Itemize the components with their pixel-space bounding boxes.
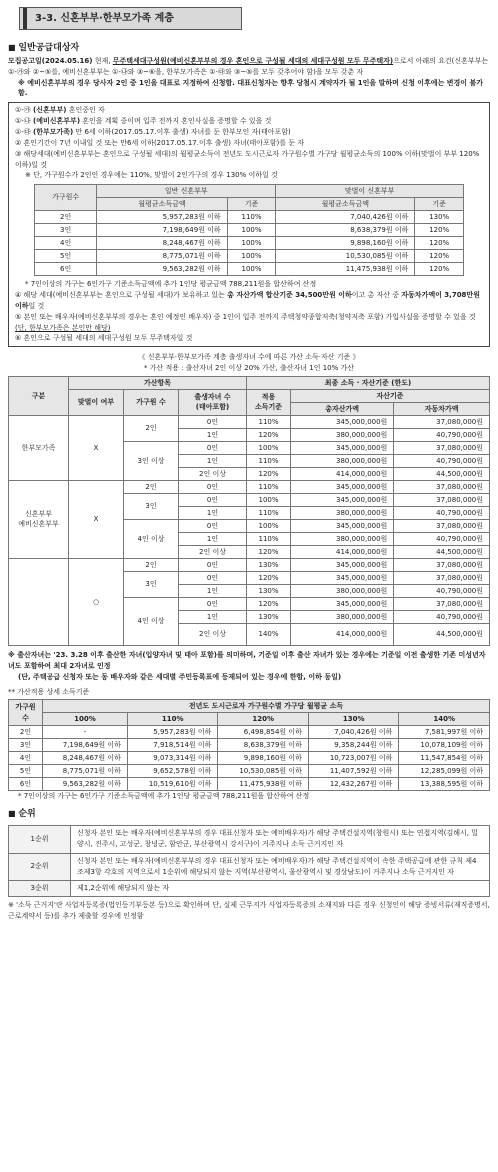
general-intro bbox=[8, 56, 490, 78]
cell: 12,285,099원 이하 bbox=[399, 765, 490, 778]
cell: 130% bbox=[415, 211, 464, 224]
cell: 3인 bbox=[9, 739, 43, 752]
req-label: (한부모가족) bbox=[33, 128, 74, 136]
cell: 110% bbox=[247, 415, 291, 428]
rank-desc: 제1,2순위에 해당되지 않는 자 bbox=[71, 880, 490, 896]
rank-label: 1순위 bbox=[9, 826, 71, 853]
table-row bbox=[9, 778, 490, 791]
cell: 130% bbox=[247, 610, 291, 623]
cell: 40,790,000원 bbox=[394, 532, 490, 545]
col-total: 총자산가액 bbox=[291, 402, 394, 415]
cell: 9,563,282원 이하 bbox=[97, 263, 227, 276]
cell: 100% bbox=[227, 237, 276, 250]
cell: 0인 bbox=[179, 480, 247, 493]
cell: 5,957,283원 이하 bbox=[97, 211, 227, 224]
title-bar-accent bbox=[23, 8, 27, 29]
section-title: 3-3. 신혼부부·한부모가족 계층 bbox=[35, 12, 174, 24]
req-1c bbox=[15, 127, 483, 138]
table-row bbox=[9, 826, 490, 853]
col-income-sub: 소득기준 bbox=[254, 403, 283, 412]
cell: 2인 bbox=[124, 558, 179, 571]
addon-sub: * 가산 적용 : 출산자녀 2인 이상 20% 가산, 출산자녀 1인 10% 가산 bbox=[143, 364, 355, 373]
rank-note: ※ '소득 근거지'란 사업자등록증(법인등기부등본 등)으로 확인하며 단, 실제 근무지가 사업자등록증의 소재지와 다른 경우 신청인이 해당 증빙서류(재직증명서, 근로계약서 등)를 추가 제출할 경우에 인정함 bbox=[8, 901, 490, 920]
cell: 44,500,000원 bbox=[394, 623, 490, 645]
req-6: ⑥ 혼인으로 구성될 세대의 세대구성원 모두 무주택자일 것 bbox=[15, 334, 193, 343]
section-title-box bbox=[19, 7, 242, 30]
cell: 120% bbox=[247, 467, 291, 480]
group-newlywed-dual bbox=[9, 558, 69, 645]
req-1b bbox=[15, 116, 483, 127]
intro-conditions: 으로서 아래의 요건(신혼부부는 ①-㉮와 ②~⑤를, 예비신혼부부는 ①-㉯와 ③~⑥을, 한부모가족은 ①-㉰와 ③~⑤를 모두 갖추어야 함)을 모두 갖춘 자 bbox=[8, 56, 489, 76]
cell: 5,957,283원 이하 bbox=[127, 726, 218, 739]
addon-note-1: ※ 출산자녀는 '23. 3.28 이후 출산한 자녀(입양자녀 및 태아 포함)를 의미하며, 기준일 이후 출산 자녀가 있는 경우에는 기준일 이전 출생한 기존 미성년자녀도 포함하여 최대 2자녀로 인정 bbox=[8, 650, 486, 670]
req-3: ③ 해당세대(예비신혼부부는 혼인으로 구성될 세대)의 월평균소득이 전년도 도시근로자 가구원수별 가구당 월평균소득의 100% 이하(맞벌이 부부 120% 이하)일 것 bbox=[15, 149, 480, 169]
cell: 4인 bbox=[35, 237, 97, 250]
detail-note: * 7인이상의 가구는 6인가구 기준소득금액에 추가 1인당 평균금액 788,211원을 합산하여 산정 bbox=[18, 792, 310, 801]
cell: 13,388,595원 이하 bbox=[399, 778, 490, 791]
col-std: 기준 bbox=[227, 198, 276, 211]
col-members-label: 가구원 bbox=[15, 703, 36, 711]
cell: 7,918,514원 이하 bbox=[127, 739, 218, 752]
cell: 110% bbox=[247, 454, 291, 467]
req-num: ①-㉰ bbox=[15, 128, 31, 136]
cell: 110% bbox=[227, 211, 276, 224]
dual-flag: X bbox=[69, 415, 124, 480]
col-members: 가구원 수 bbox=[124, 389, 179, 415]
cell: 8,775,071원 이하 bbox=[97, 250, 227, 263]
req-text: 만 6세 이하(2017.05.17.이후 출생) 자녀를 둔 한부모인 자(태아포함) bbox=[73, 128, 291, 136]
cell: 120% bbox=[415, 237, 464, 250]
cell: - bbox=[43, 726, 128, 739]
cell: 8,248,467원 이하 bbox=[43, 752, 128, 765]
col-amount: 월평균소득금액 bbox=[276, 198, 415, 211]
table-row bbox=[35, 250, 464, 263]
cell: 2인 이상 bbox=[179, 623, 247, 645]
req-text: ⑤ 본인 또는 배우자(예비신혼부부의 경우는 혼인 예정인 배우자) 중 1인이 입주 전까지 주택청약종합저축(청약저축 포함) 가입사실을 증명할 수 있을 것 bbox=[15, 312, 476, 321]
income-table bbox=[34, 184, 464, 276]
cell: 4인 이상 bbox=[124, 519, 179, 558]
table-row bbox=[9, 853, 490, 880]
cell: 120% bbox=[415, 224, 464, 237]
cell: 10,519,610원 이하 bbox=[127, 778, 218, 791]
rank-label: 3순위 bbox=[9, 880, 71, 896]
table-row bbox=[9, 739, 490, 752]
group-label: 신혼부부 bbox=[24, 509, 53, 518]
cell: 6인 bbox=[9, 778, 43, 791]
cell: 9,358,244원 이하 bbox=[308, 739, 399, 752]
cell: 1인 bbox=[179, 454, 247, 467]
table-row bbox=[9, 726, 490, 739]
cell: 40,790,000원 bbox=[394, 506, 490, 519]
cell: 380,000,000원 bbox=[291, 584, 394, 597]
cell: 37,080,000원 bbox=[394, 571, 490, 584]
addon-note-2: (단, 주택공급 신청자 또는 동 배우자와 같은 세대별 주민등록표에 등재되어 있는 경우에 한함, 이하 동일) bbox=[18, 672, 342, 681]
table-row bbox=[35, 211, 464, 224]
cell: 345,000,000원 bbox=[291, 415, 394, 428]
req-2: ② 혼인기간이 7년 이내일 것 또는 만6세 이하(2017.05.17.이후 출생) 자녀(태아포함)를 둔 자 bbox=[15, 138, 304, 147]
car-limit: 자동차가액이 3,708만원 이하 bbox=[15, 291, 480, 310]
req-4 bbox=[15, 290, 483, 312]
col-income bbox=[247, 389, 291, 415]
req-text: 혼인을 계획 중이며 입주 전까지 혼인사실을 증명할 수 있을 것 bbox=[80, 117, 272, 126]
cell: 4인 이상 bbox=[124, 597, 179, 645]
cell: 0인 bbox=[179, 571, 247, 584]
cell: 1인 bbox=[179, 506, 247, 519]
cell: 120% bbox=[415, 250, 464, 263]
req-label: (신혼부부) bbox=[33, 106, 67, 115]
cell: 10,723,007원 이하 bbox=[308, 752, 399, 765]
cell: 7,040,426원 이하 bbox=[276, 211, 415, 224]
cell: 3인 bbox=[35, 224, 97, 237]
cell: 4인 bbox=[9, 752, 43, 765]
col-dual: 맞벌이 신혼부부 bbox=[276, 185, 464, 198]
cell: 7,581,997원 이하 bbox=[399, 726, 490, 739]
rank-heading: ■ 순위 bbox=[8, 808, 490, 822]
cell: 11,547,854원 이하 bbox=[399, 752, 490, 765]
req-text: 이고 총 자산 중 bbox=[351, 291, 402, 300]
col-general: 일반 신혼부부 bbox=[97, 185, 276, 198]
rank-desc: 신청자 본인 또는 배우자(예비신혼부부의 경우 대표신청자 또는 예비배우자)가 해당 주택건설지역이 속한 주택공급에 관한 규칙 제4조제3항 각호의 지역으로서 1순위에 해당되지 않는 지역(부산광역시, 울산광역시 및 경상남도)이 거주지나 소득 근거지인 자 bbox=[71, 853, 490, 880]
cell: 380,000,000원 bbox=[291, 454, 394, 467]
cell: 9,652,578원 이하 bbox=[127, 765, 218, 778]
cell: 0인 bbox=[179, 597, 247, 610]
cell: 10,078,109원 이하 bbox=[399, 739, 490, 752]
req-3-note: ※ 단, 가구원수가 2인인 경우에는 110%, 맞벌이 2인가구의 경우 130% 이하일 것 bbox=[25, 171, 278, 180]
cell: 345,000,000원 bbox=[291, 493, 394, 506]
cell: 2인 이상 bbox=[179, 545, 247, 558]
dual-flag: X bbox=[69, 480, 124, 558]
col-limit: 최종 소득 · 자산기준 (한도) bbox=[247, 376, 490, 389]
cell: 37,080,000원 bbox=[394, 441, 490, 454]
col-pct: 140% bbox=[399, 713, 490, 726]
cell: 40,790,000원 bbox=[394, 428, 490, 441]
cell: 345,000,000원 bbox=[291, 519, 394, 532]
table-row bbox=[35, 263, 464, 276]
addon-table bbox=[8, 376, 490, 646]
cell: 1인 bbox=[179, 584, 247, 597]
cell: 2인 bbox=[35, 211, 97, 224]
cell: 0인 bbox=[179, 493, 247, 506]
cell: 345,000,000원 bbox=[291, 558, 394, 571]
req-5 bbox=[15, 312, 483, 334]
col-income-label: 적용 bbox=[261, 392, 276, 401]
col-children bbox=[179, 389, 247, 415]
rank-desc: 신청자 본인 또는 배우자(예비신혼부부의 경우 대표신청자 또는 예비배우자)가 해당 주택건설지역(창원시) 또는 연접지역(김해시, 밀양시, 진주시, 고성군, 창녕군, 함안군, 부산광역시 강서구)이 거주지나 소득 근거지인 자 bbox=[71, 826, 490, 853]
cell: 37,080,000원 bbox=[394, 558, 490, 571]
cell: 9,898,160원 이하 bbox=[276, 237, 415, 250]
req-num: ①-㉮ bbox=[15, 106, 31, 115]
cell: 1인 bbox=[179, 610, 247, 623]
table-row bbox=[9, 880, 490, 896]
cell: 0인 bbox=[179, 558, 247, 571]
cell: 37,080,000원 bbox=[394, 493, 490, 506]
cell: 9,898,160원 이하 bbox=[218, 752, 309, 765]
col-add: 가산항목 bbox=[69, 376, 247, 389]
content bbox=[8, 38, 490, 922]
table-row bbox=[9, 765, 490, 778]
cell: 110% bbox=[247, 506, 291, 519]
cell: 37,080,000원 bbox=[394, 480, 490, 493]
homeless-condition: 무주택세대구성원(예비신혼부부의 경우 혼인으로 구성될 세대의 세대구성원 모두 무주택자) bbox=[112, 56, 394, 65]
group-single-parent: 한부모가족 bbox=[9, 415, 69, 480]
cell: 100% bbox=[227, 250, 276, 263]
cell: 3인 bbox=[124, 571, 179, 597]
cell: 44,500,000원 bbox=[394, 545, 490, 558]
cell: 6인 bbox=[35, 263, 97, 276]
col-amount: 월평균소득금액 bbox=[97, 198, 227, 211]
rank-table bbox=[8, 825, 490, 897]
col-members-sub: 수 bbox=[22, 713, 29, 722]
col-pct: 120% bbox=[218, 713, 309, 726]
cell: 3인 이상 bbox=[124, 441, 179, 480]
cell: 120% bbox=[247, 545, 291, 558]
cell: 380,000,000원 bbox=[291, 428, 394, 441]
col-children-label: 출생자녀 수 bbox=[194, 392, 231, 401]
cell: 345,000,000원 bbox=[291, 571, 394, 584]
req-1a bbox=[15, 105, 483, 116]
general-heading: ■ 일반공급대상자 bbox=[8, 42, 490, 56]
detail-table bbox=[8, 699, 490, 791]
group-newlywed bbox=[9, 480, 69, 558]
cell: 6,498,854원 이하 bbox=[218, 726, 309, 739]
cell: 7,198,649원 이하 bbox=[97, 224, 227, 237]
cell: 120% bbox=[247, 571, 291, 584]
cell: 100% bbox=[227, 263, 276, 276]
cell: 12,432,267원 이하 bbox=[308, 778, 399, 791]
cell: 120% bbox=[415, 263, 464, 276]
col-pct: 130% bbox=[308, 713, 399, 726]
intro-text: 현재, bbox=[92, 56, 113, 65]
cell: 380,000,000원 bbox=[291, 506, 394, 519]
col-pct: 100% bbox=[43, 713, 128, 726]
req-exception: (단, 한부모가족은 본인만 해당) bbox=[15, 323, 111, 332]
dual-flag: ○ bbox=[69, 558, 124, 645]
table-row bbox=[9, 752, 490, 765]
col-pct: 110% bbox=[127, 713, 218, 726]
cell: 40,790,000원 bbox=[394, 584, 490, 597]
cell: 11,475,938원 이하 bbox=[276, 263, 415, 276]
cell: 40,790,000원 bbox=[394, 454, 490, 467]
cell: 8,638,379원 이하 bbox=[218, 739, 309, 752]
cell: 7,040,426원 이하 bbox=[308, 726, 399, 739]
cell: 100% bbox=[247, 519, 291, 532]
col-type: 구분 bbox=[9, 376, 69, 415]
col-members bbox=[9, 700, 43, 726]
col-title: 전년도 도시근로자 가구원수별 가구당 월평균 소득 bbox=[43, 700, 490, 713]
group-label: 예비신혼부부 bbox=[18, 520, 59, 529]
cell: 120% bbox=[247, 597, 291, 610]
cell: 100% bbox=[247, 441, 291, 454]
cell: 414,000,000원 bbox=[291, 467, 394, 480]
cell: 110% bbox=[247, 480, 291, 493]
req-label: (예비신혼부부) bbox=[33, 117, 81, 126]
table-row bbox=[35, 224, 464, 237]
cell: 130% bbox=[247, 584, 291, 597]
req-text: 일 것 bbox=[28, 301, 45, 310]
req-text: 혼인중인 자 bbox=[66, 106, 105, 115]
cell: 414,000,000원 bbox=[291, 623, 394, 645]
cell: 0인 bbox=[179, 441, 247, 454]
table-row bbox=[9, 480, 490, 493]
col-dual: 맞벌이 여부 bbox=[69, 389, 124, 415]
cell: 0인 bbox=[179, 519, 247, 532]
cell: 3인 bbox=[124, 493, 179, 519]
cell: 2인 이상 bbox=[179, 467, 247, 480]
cell: 9,563,282원 이하 bbox=[43, 778, 128, 791]
cell: 120% bbox=[247, 428, 291, 441]
cell: 10,530,085원 이하 bbox=[276, 250, 415, 263]
cell: 37,080,000원 bbox=[394, 415, 490, 428]
requirements-box bbox=[8, 102, 490, 347]
cell: 380,000,000원 bbox=[291, 610, 394, 623]
col-asset: 자산기준 bbox=[291, 389, 490, 402]
general-note: ※ 예비신혼부부의 경우 당사자 2인 중 1인을 대표로 지정하여 신청함. 대표신청자는 향후 당첨시 계약자가 될 1인을 말하며 신청 이후에는 변경이 불가함. bbox=[18, 78, 484, 98]
cell: 2인 bbox=[124, 415, 179, 441]
notice-date: 모집공고일(2024.05.16) bbox=[8, 56, 93, 65]
cell: 130% bbox=[247, 558, 291, 571]
cell: 0인 bbox=[179, 415, 247, 428]
cell: 414,000,000원 bbox=[291, 545, 394, 558]
col-members: 가구원수 bbox=[35, 185, 97, 211]
rank-label: 2순위 bbox=[9, 853, 71, 880]
cell: 1인 bbox=[179, 428, 247, 441]
req-text: ④ 해당 세대(예비신혼부부는 혼인으로 구성될 세대)가 보유하고 있는 bbox=[15, 291, 228, 300]
cell: 11,475,938원 이하 bbox=[218, 778, 309, 791]
cell: 10,530,085원 이하 bbox=[218, 765, 309, 778]
col-car: 자동차가액 bbox=[394, 402, 490, 415]
table-row bbox=[9, 415, 490, 428]
addon-title: 《 신혼부부·한부모가족 계층 출생자녀 수에 따른 가산 소득·자산 기준 》 bbox=[138, 353, 360, 362]
income-note: * 7인이상의 가구는 6인가구 기준소득금액에 추가 1인당 평균금액 788,211원을 합산하여 산정 bbox=[25, 280, 317, 289]
cell: 345,000,000원 bbox=[291, 597, 394, 610]
cell: 2인 bbox=[124, 480, 179, 493]
cell: 110% bbox=[247, 532, 291, 545]
cell: 1인 bbox=[179, 532, 247, 545]
cell: 7,198,649원 이하 bbox=[43, 739, 128, 752]
cell: 37,080,000원 bbox=[394, 519, 490, 532]
cell: 5인 bbox=[35, 250, 97, 263]
detail-title: ** 가산적용 상세 소득기준 bbox=[8, 687, 90, 696]
cell: 100% bbox=[247, 493, 291, 506]
cell: 5인 bbox=[9, 765, 43, 778]
cell: 9,073,314원 이하 bbox=[127, 752, 218, 765]
cell: 40,790,000원 bbox=[394, 610, 490, 623]
req-num: ①-㉯ bbox=[15, 117, 31, 126]
cell: 8,775,071원 이하 bbox=[43, 765, 128, 778]
cell: 37,080,000원 bbox=[394, 597, 490, 610]
cell: 8,248,467원 이하 bbox=[97, 237, 227, 250]
cell: 11,407,592원 이하 bbox=[308, 765, 399, 778]
cell: 8,638,379원 이하 bbox=[276, 224, 415, 237]
cell: 140% bbox=[247, 623, 291, 645]
cell: 44,500,000원 bbox=[394, 467, 490, 480]
cell: 100% bbox=[227, 224, 276, 237]
asset-limit: 총 자산가액 합산기준 34,500만원 이하 bbox=[227, 291, 352, 300]
col-std: 기준 bbox=[415, 198, 464, 211]
col-children-sub: (태아포함) bbox=[195, 403, 230, 412]
cell: 345,000,000원 bbox=[291, 480, 394, 493]
cell: 380,000,000원 bbox=[291, 532, 394, 545]
cell: 2인 bbox=[9, 726, 43, 739]
table-row bbox=[35, 237, 464, 250]
table-row bbox=[9, 558, 490, 571]
cell: 345,000,000원 bbox=[291, 441, 394, 454]
